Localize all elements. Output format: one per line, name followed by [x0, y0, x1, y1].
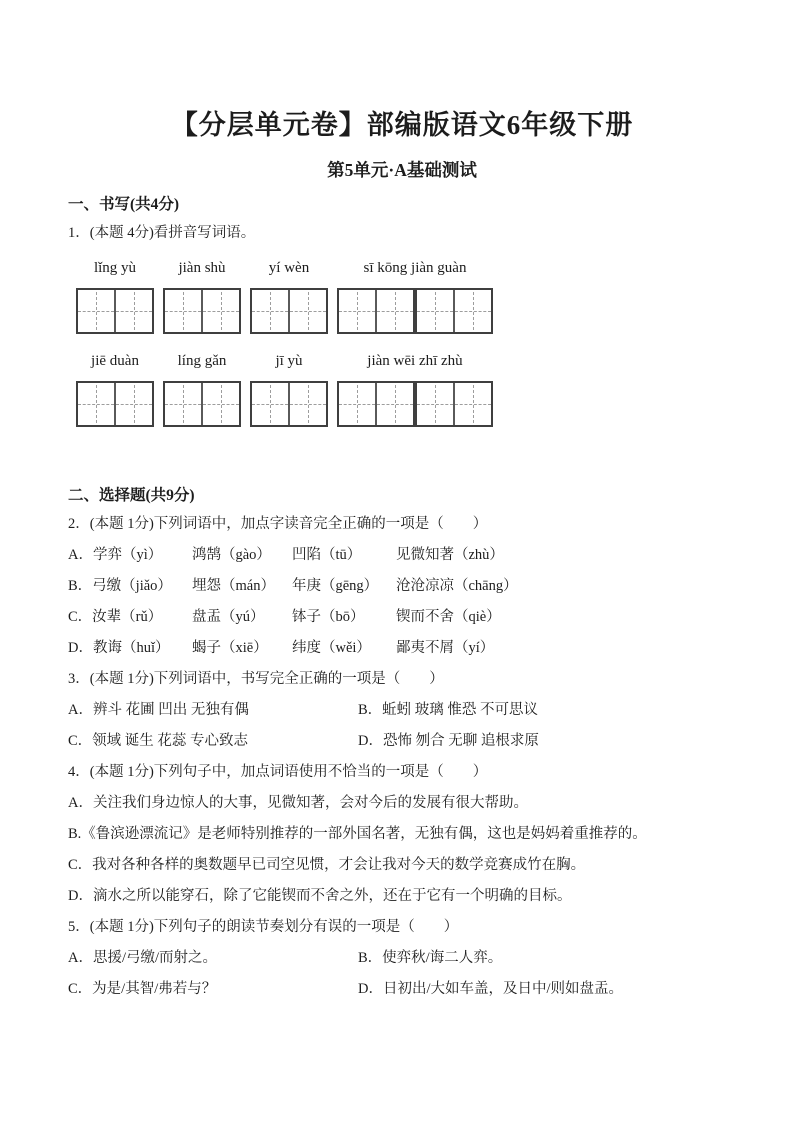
- grid-cell: [375, 383, 413, 425]
- writing-grid: [415, 381, 493, 427]
- grid-cell: [339, 383, 375, 425]
- option: D．日初出/大如车盖，及日中/则如盘盂。: [358, 981, 624, 997]
- q2-option-row-c: [68, 602, 736, 633]
- writing-grid: [337, 288, 415, 334]
- pinyin-label: lǐng yù: [93, 260, 137, 276]
- q2-option-row-d: [68, 633, 736, 664]
- page-title: 【分层单元卷】部编版语文6年级下册: [170, 110, 634, 140]
- grid-cell: [78, 383, 114, 425]
- grid-cell: [339, 290, 375, 332]
- q5-option-row-ab: [68, 943, 736, 974]
- option: A．辨斗 花圃 凹出 无独有偶: [68, 702, 249, 718]
- option-word: 纬度（wěi）: [292, 640, 371, 656]
- q4-option-b: B.《鲁滨逊漂流记》是老师特别推荐的一部外国名著，无独有偶，这也是妈妈着重推荐的。: [68, 826, 647, 842]
- grid-cell: [252, 383, 288, 425]
- pinyin-label: sī kōng jiàn guàn: [363, 260, 467, 276]
- option-word: 锲而不舍（qiè）: [396, 609, 501, 625]
- writing-grid: [163, 381, 241, 427]
- grid-cell: [417, 383, 453, 425]
- q3-option-row-ab: [68, 695, 736, 726]
- grid-cell: [201, 290, 239, 332]
- option: C．汝辈（rǔ）: [68, 609, 163, 625]
- q3-option-row-cd: [68, 726, 736, 757]
- pinyin-label: jiàn shù: [178, 260, 226, 276]
- option: D．教诲（huǐ）: [68, 640, 170, 656]
- grid-cell: [114, 383, 152, 425]
- option-word: 年庚（gēng）: [292, 578, 379, 594]
- grid-cell: [78, 290, 114, 332]
- question-1-stem: 1．(本题 4分)看拼音写词语。: [68, 225, 256, 241]
- option: A．学弈（yì）: [68, 547, 163, 563]
- option-word: 蝎子（xiē）: [192, 640, 268, 656]
- option: C．为是/其智/弗若与？: [68, 981, 217, 997]
- word-group: [76, 352, 154, 427]
- option-word: 鄙夷不屑（yí）: [396, 640, 495, 656]
- q2-option-row-b: [68, 571, 736, 602]
- pinyin-label: líng gǎn: [177, 353, 227, 369]
- pinyin-row-2: [76, 352, 736, 427]
- option-word: 埋怨（mán）: [192, 578, 275, 594]
- option: B．弓缴（jiǎo）: [68, 578, 172, 594]
- pinyin-writing-block: [76, 259, 736, 427]
- word-group: [250, 259, 328, 334]
- word-group: [337, 352, 493, 427]
- writing-grid: [337, 381, 415, 427]
- q4-option-d: D．滴水之所以能穿石，除了它能锲而不舍之外，还在于它有一个明确的目标。: [68, 888, 572, 904]
- grid-cell: [252, 290, 288, 332]
- grid-cell: [201, 383, 239, 425]
- writing-grid: [76, 288, 154, 334]
- grid-cell: [288, 290, 326, 332]
- grid-cell: [165, 383, 201, 425]
- option: C．领域 诞生 花蕊 专心致志: [68, 733, 249, 749]
- question-2-stem: 2．(本题 1分)下列词语中，加点字读音完全正确的一项是（ ）: [68, 516, 488, 532]
- grid-cell: [417, 290, 453, 332]
- option-word: 钵子（bō）: [292, 609, 365, 625]
- section-writing-heading: 一、书写(共4分): [68, 196, 180, 213]
- option: B．使弈秋/诲二人弈。: [358, 950, 503, 966]
- option-word: 凹陷（tū）: [292, 547, 362, 563]
- writing-grid: [163, 288, 241, 334]
- section-choice-heading: 二、选择题(共9分): [68, 487, 195, 504]
- word-group: [250, 352, 328, 427]
- pinyin-label: yí wèn: [268, 260, 310, 276]
- word-group: [76, 259, 154, 334]
- grid-cell: [453, 383, 491, 425]
- writing-grid: [250, 288, 328, 334]
- q2-option-row-a: [68, 540, 736, 571]
- pinyin-row-1: [76, 259, 736, 334]
- option: B．蚯蚓 玻璃 惟恐 不可思议: [358, 702, 539, 718]
- grid-cell: [165, 290, 201, 332]
- grid-cell: [375, 290, 413, 332]
- option-word: 盘盂（yú）: [192, 609, 265, 625]
- writing-grid: [76, 381, 154, 427]
- option: A．思援/弓缴/而射之。: [68, 950, 218, 966]
- grid-cell: [114, 290, 152, 332]
- word-group: [163, 259, 241, 334]
- q5-option-row-cd: [68, 974, 736, 1005]
- pinyin-label: jī yù: [275, 353, 303, 369]
- q4-option-c: C．我对各种各样的奥数题早已司空见惯，才会让我对今天的数学竞赛成竹在胸。: [68, 857, 586, 873]
- q4-option-a: A．关注我们身边惊人的大事，见微知著，会对今后的发展有很大帮助。: [68, 795, 528, 811]
- word-group: [163, 352, 241, 427]
- grid-cell: [453, 290, 491, 332]
- question-5-stem: 5．(本题 1分)下列句子的朗读节奏划分有误的一项是（ ）: [68, 919, 459, 935]
- option-word: 见微知著（zhù）: [396, 547, 504, 563]
- question-4-stem: 4．(本题 1分)下列句子中，加点词语使用不恰当的一项是（ ）: [68, 764, 488, 780]
- option-word: 沧沧凉凉（chāng）: [396, 578, 518, 594]
- grid-cell: [288, 383, 326, 425]
- page-subtitle: 第5单元·A基础测试: [327, 160, 477, 180]
- pinyin-label: jiàn wēi zhī zhù: [367, 353, 463, 369]
- word-group: [337, 259, 493, 334]
- pinyin-label: jiē duàn: [91, 353, 139, 369]
- option: D．恐怖 刎合 无聊 追根求原: [358, 733, 539, 749]
- option-word: 鸿鹄（gào）: [192, 547, 271, 563]
- writing-grid: [250, 381, 328, 427]
- question-3-stem: 3．(本题 1分)下列词语中，书写完全正确的一项是（ ）: [68, 671, 444, 687]
- writing-grid: [415, 288, 493, 334]
